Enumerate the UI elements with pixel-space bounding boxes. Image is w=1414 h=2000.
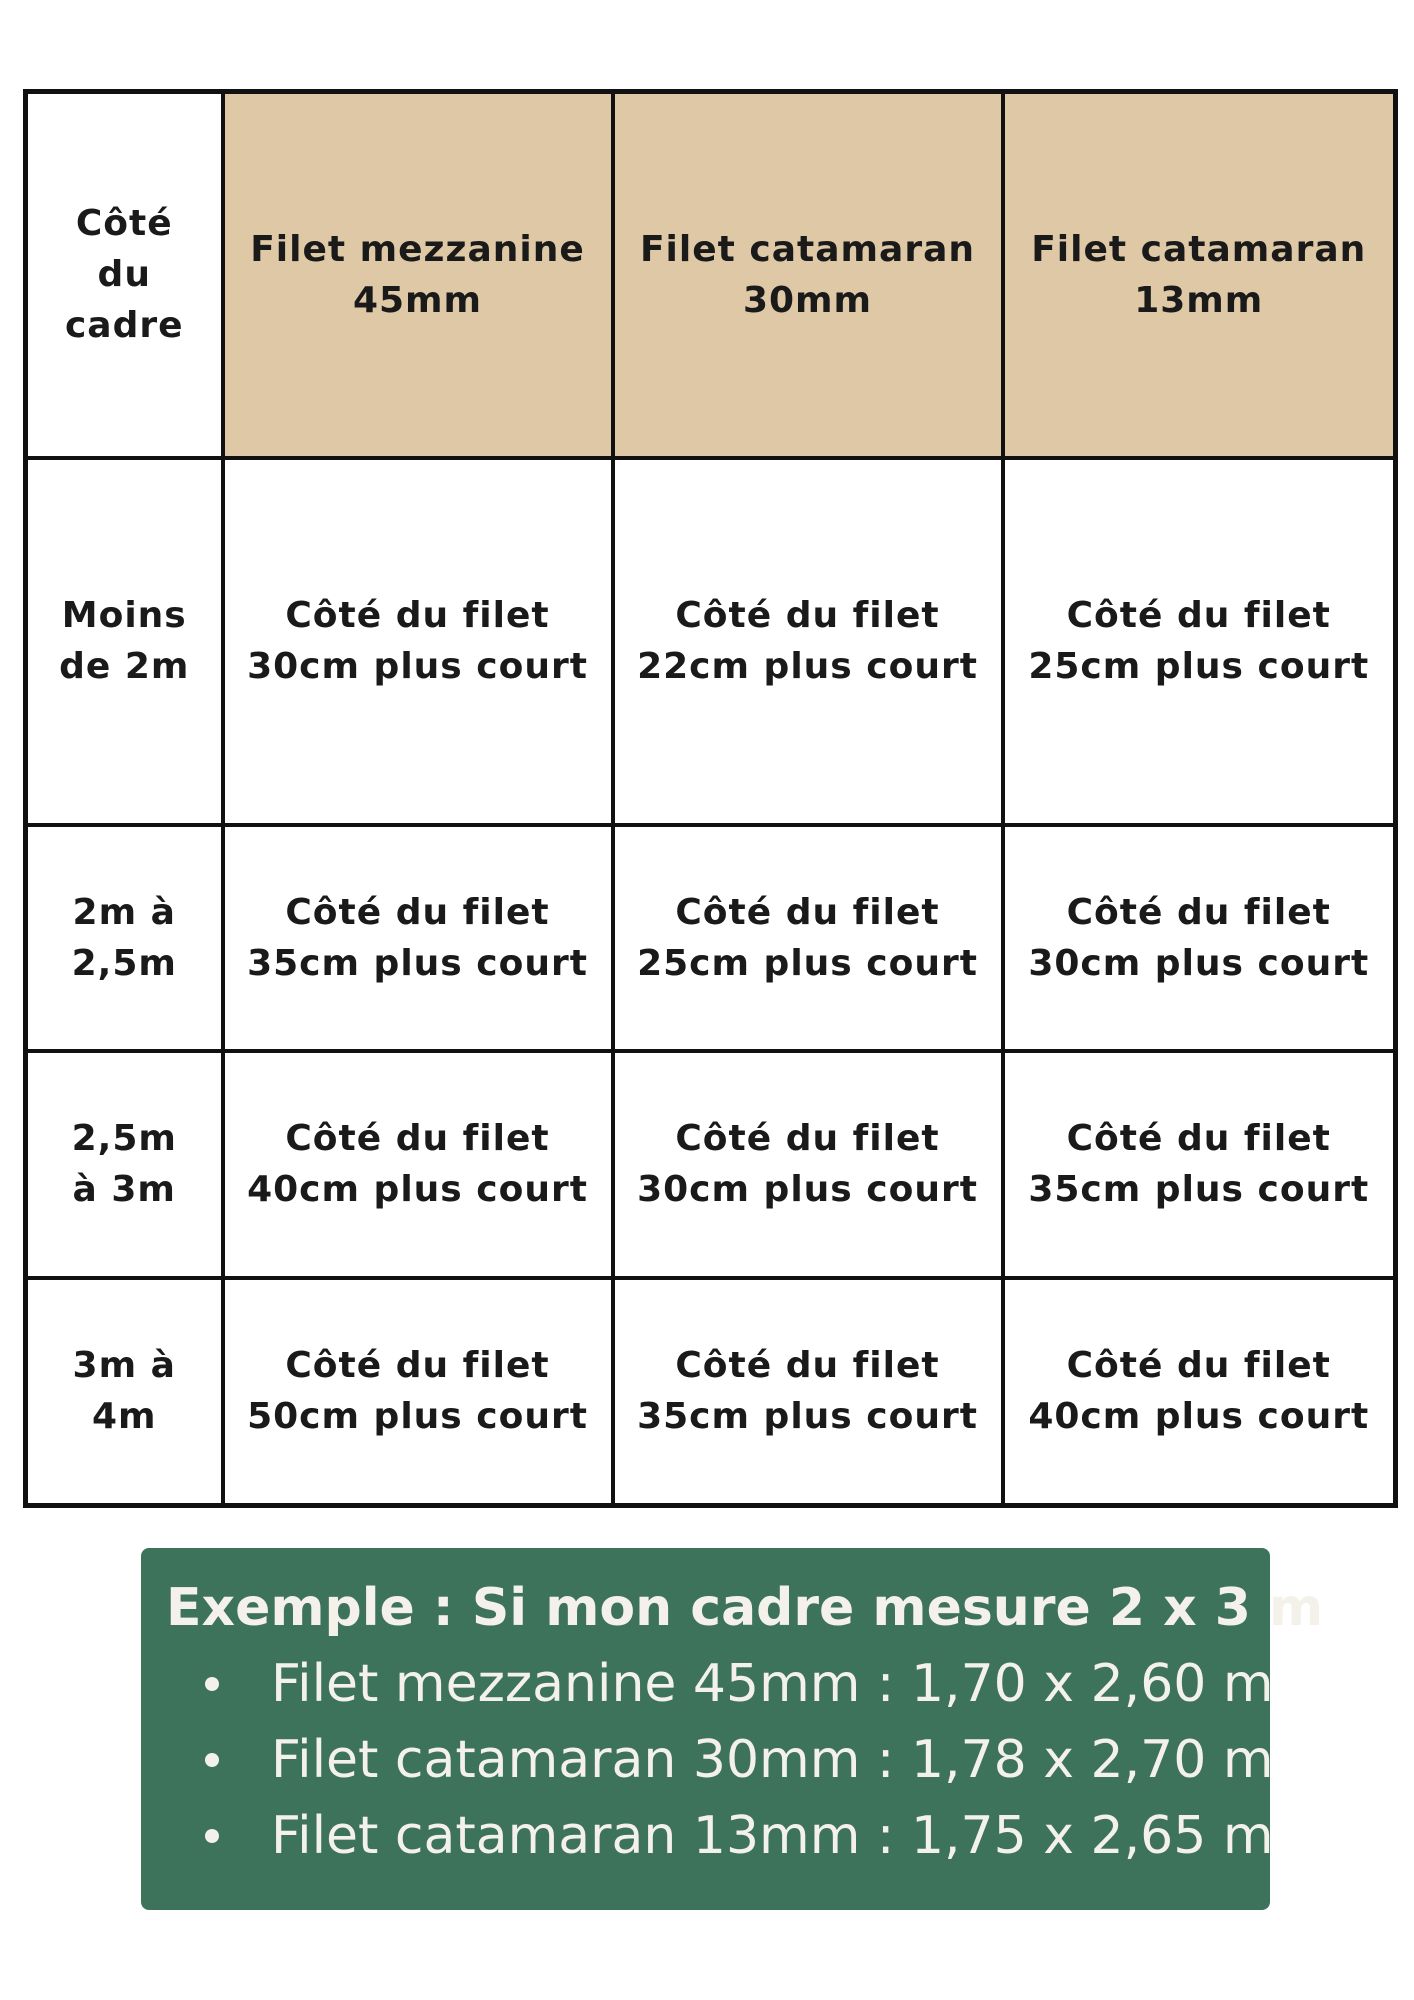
frame-side-header-line: du [97, 254, 151, 296]
table-header-row [26, 92, 1396, 458]
row-label [26, 458, 223, 825]
frame-side-header-line: Côté [75, 203, 173, 245]
row-label-line: 3m à [72, 1345, 176, 1387]
row-label-line: de 2m [59, 646, 190, 687]
row-label-line: 2,5m [71, 1118, 177, 1159]
row-label-line: 2,5m [71, 942, 177, 984]
cell-line: 35cm plus court [1028, 1169, 1370, 1210]
cell-line: Côté du filet [1066, 595, 1331, 636]
cell-line: 35cm plus court [637, 1396, 978, 1438]
table-row [26, 825, 1396, 1051]
cell-line: 35cm plus court [247, 942, 588, 984]
table-cell [223, 825, 613, 1051]
net-size-table [23, 89, 1398, 1508]
column-header-name: Filet catamaran [1031, 228, 1367, 270]
cell-line: Côté du filet [1066, 1118, 1331, 1159]
table-row [26, 458, 1396, 825]
table-cell [1003, 825, 1396, 1051]
table-cell [613, 458, 1003, 825]
cell-line: Côté du filet [285, 1345, 550, 1387]
bullet-icon [205, 1753, 219, 1767]
cell-line: 30cm plus court [637, 1169, 978, 1210]
table-cell [1003, 1278, 1396, 1506]
cell-line: Côté du filet [1066, 1345, 1331, 1387]
cell-line: 22cm plus court [637, 646, 978, 687]
row-label [26, 1278, 223, 1506]
row-label-line: Moins [61, 595, 187, 636]
table-cell [613, 825, 1003, 1051]
cell-line: 25cm plus court [637, 942, 978, 984]
cell-line: Côté du filet [285, 595, 550, 636]
row-label [26, 825, 223, 1051]
cell-line: Côté du filet [675, 891, 940, 933]
table-cell [1003, 1051, 1396, 1278]
table-row [26, 1051, 1396, 1278]
bullet-icon [205, 1677, 219, 1691]
table-cell [223, 1278, 613, 1506]
column-header-name: Filet catamaran [639, 228, 976, 270]
row-label-line: 2m à [72, 891, 176, 933]
table-cell [1003, 458, 1396, 825]
cell-line: Côté du filet [285, 891, 550, 933]
column-header-catamaran-30mm [613, 92, 1003, 458]
cell-line: 30cm plus court [247, 646, 588, 687]
list-item [166, 1798, 1274, 1874]
example-list [166, 1646, 1274, 1874]
table-row [26, 1278, 1396, 1506]
cell-line: Côté du filet [675, 595, 940, 636]
cell-line: 50cm plus court [247, 1396, 588, 1438]
bullet-icon [205, 1829, 219, 1843]
list-item [166, 1646, 1274, 1722]
frame-side-header [26, 92, 223, 458]
cell-line: Côté du filet [675, 1345, 940, 1387]
example-item-text: Filet catamaran 13mm : 1,75 x 2,65 m [271, 1806, 1274, 1866]
table-cell [613, 1051, 1003, 1278]
row-label [26, 1051, 223, 1278]
cell-line: Côté du filet [1066, 891, 1331, 933]
cell-line: 30cm plus court [1028, 942, 1370, 984]
column-header-name: Filet mezzanine [250, 228, 585, 270]
column-header-catamaran-13mm [1003, 92, 1396, 458]
cell-line: Côté du filet [285, 1118, 550, 1159]
column-header-mesh: 30mm [742, 279, 873, 321]
cell-line: 40cm plus court [1028, 1396, 1370, 1438]
example-item-text: Filet catamaran 30mm : 1,78 x 2,70 m [271, 1730, 1274, 1790]
column-header-mezzanine-45mm [223, 92, 613, 458]
list-item [166, 1722, 1274, 1798]
column-header-mesh: 45mm [352, 279, 483, 321]
table-cell [223, 458, 613, 825]
cell-line: Côté du filet [675, 1118, 940, 1159]
row-label-line: 4m [91, 1396, 157, 1438]
column-header-mesh: 13mm [1134, 279, 1264, 321]
example-item-text: Filet mezzanine 45mm : 1,70 x 2,60 m [271, 1654, 1274, 1714]
frame-side-header-line: cadre [64, 305, 184, 347]
table-cell [613, 1278, 1003, 1506]
cell-line: 40cm plus court [247, 1169, 588, 1210]
row-label-line: à 3m [72, 1169, 176, 1210]
table-cell [223, 1051, 613, 1278]
example-box [141, 1548, 1324, 1910]
example-title: Exemple : Si mon cadre mesure 2 x 3 m [166, 1578, 1324, 1638]
cell-line: 25cm plus court [1028, 646, 1370, 687]
